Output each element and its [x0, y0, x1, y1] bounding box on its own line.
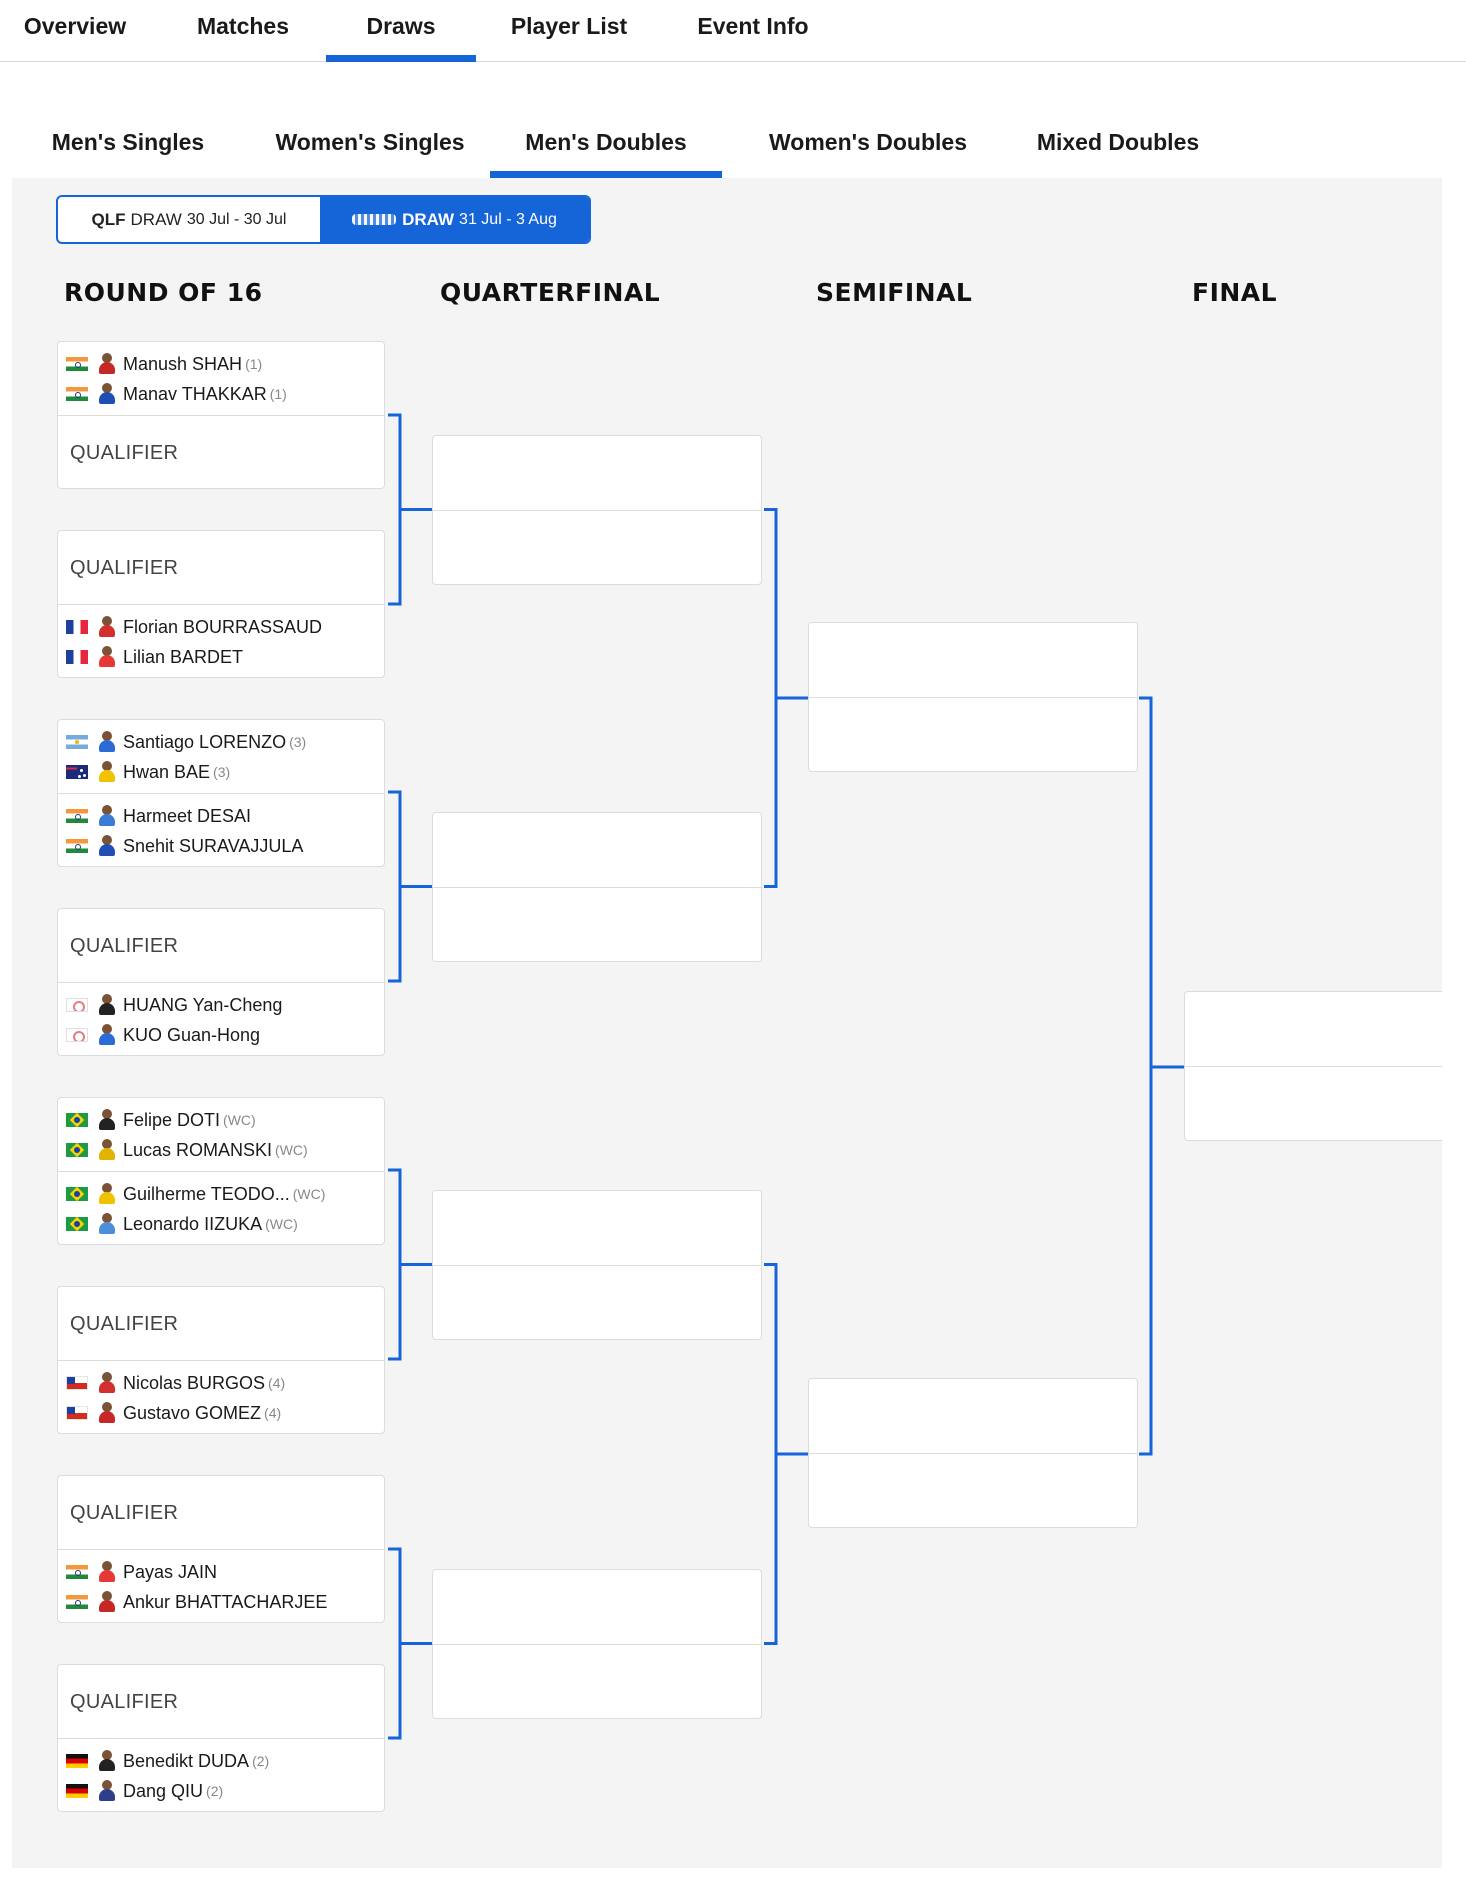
round-of-16-match[interactable]: [57, 530, 385, 678]
flag-ger-icon: [66, 1784, 88, 1798]
match-slot-bottom: [58, 1172, 384, 1246]
connector-r16-3-4: [388, 792, 434, 981]
tab-event-info[interactable]: Event Info: [697, 13, 809, 39]
player-avatar-icon: [97, 805, 117, 827]
flag-ind-icon: [66, 387, 88, 401]
flag-tpe-icon: [66, 998, 88, 1012]
round-of-16-match[interactable]: [57, 1475, 385, 1623]
flag-ind-icon: [66, 809, 88, 823]
round-of-16-match[interactable]: [57, 1097, 385, 1245]
tab-draws[interactable]: Draws: [326, 0, 476, 62]
qualifier-placeholder: QUALIFIER: [70, 935, 179, 957]
qlf-draw-label: DRAW: [130, 209, 182, 229]
player-seed: (WC): [292, 1186, 326, 1202]
player-name[interactable]: Gustavo GOMEZ: [123, 1402, 262, 1423]
player-avatar-icon: [97, 383, 117, 405]
player-avatar-icon: [97, 1750, 117, 1772]
flag-chi-icon: [66, 1406, 88, 1420]
flag-ind-icon: [66, 1565, 88, 1579]
match-slot-top: [58, 1287, 384, 1361]
player-name[interactable]: HUANG Yan-Cheng: [123, 994, 283, 1015]
player-row[interactable]: [66, 1135, 308, 1165]
round-of-16-match[interactable]: [57, 1286, 385, 1434]
event-tabs: [12, 112, 1442, 178]
player-name[interactable]: Manav THAKKAR: [123, 383, 267, 404]
tab-overview[interactable]: Overview: [23, 13, 127, 39]
final-match: [1184, 991, 1442, 1141]
match-slot-bottom: [58, 1739, 384, 1813]
main-draw-dates: 31 Jul - 3 Aug: [459, 210, 557, 228]
qlf-dates: 30 Jul - 30 Jul: [186, 210, 287, 228]
round-of-16-match[interactable]: [57, 341, 385, 489]
main-draw-label: DRAW: [402, 209, 455, 229]
tab-mixed-doubles[interactable]: Mixed Doubles: [1036, 129, 1200, 155]
qualifier-placeholder: QUALIFIER: [70, 442, 179, 464]
flag-bra-icon: [66, 1113, 88, 1127]
player-row[interactable]: [66, 1179, 325, 1209]
player-avatar-icon: [97, 731, 117, 753]
player-seed: (4): [264, 1405, 282, 1421]
player-seed: (1): [245, 356, 263, 372]
player-avatar-icon: [97, 761, 117, 783]
player-seed: (2): [206, 1783, 224, 1799]
quarterfinal-match: [432, 435, 762, 585]
player-name[interactable]: Hwan BAE: [123, 761, 211, 782]
player-avatar-icon: [97, 1402, 117, 1424]
player-name[interactable]: Nicolas BURGOS: [123, 1372, 266, 1393]
flag-bra-icon: [66, 1217, 88, 1231]
player-avatar-icon: [97, 1780, 117, 1802]
quarterfinal-match: [432, 812, 762, 962]
match-slot-top: [58, 909, 384, 983]
player-avatar-icon: [97, 1213, 117, 1235]
flag-ind-icon: [66, 1595, 88, 1609]
player-row[interactable]: [66, 1105, 256, 1135]
player-row[interactable]: [66, 1557, 217, 1587]
player-row[interactable]: [66, 379, 287, 409]
qualifier-placeholder: QUALIFIER: [70, 1502, 179, 1524]
player-name[interactable]: Harmeet DESAI: [123, 805, 252, 826]
player-avatar-icon: [97, 353, 117, 375]
player-row[interactable]: [66, 727, 306, 757]
tab-mens-singles[interactable]: Men's Singles: [51, 129, 205, 155]
player-avatar-icon: [97, 994, 117, 1016]
round-of-16-match[interactable]: [57, 908, 385, 1056]
player-row[interactable]: [66, 642, 243, 672]
match-slot-top: [58, 1098, 384, 1172]
tab-womens-singles[interactable]: Women's Singles: [275, 129, 465, 155]
flag-fra-icon: [66, 620, 88, 634]
match-slot-bottom: [58, 605, 384, 679]
flag-ind-icon: [66, 357, 88, 371]
player-name[interactable]: Dang QIU: [123, 1780, 204, 1801]
match-slot-bottom: [58, 983, 384, 1057]
player-seed: (WC): [265, 1216, 298, 1232]
flag-ger-icon: [66, 1754, 88, 1768]
draw-bracket-area: [12, 178, 1442, 1868]
round-title-quarterfinal: QUARTERFINAL: [440, 278, 661, 307]
tab-womens-doubles[interactable]: Women's Doubles: [768, 129, 967, 155]
player-row[interactable]: [66, 1209, 298, 1239]
player-seed: (3): [213, 764, 231, 780]
player-avatar-icon: [97, 1183, 117, 1205]
flag-fra-icon: [66, 650, 88, 664]
match-slot-bottom: [58, 1550, 384, 1624]
player-name[interactable]: Manush SHAH: [123, 353, 243, 374]
top-navigation: [0, 0, 1466, 62]
player-seed: (WC): [275, 1142, 308, 1158]
player-name[interactable]: Ankur BHATTACHARJEE: [123, 1591, 328, 1612]
player-seed: (1): [269, 386, 287, 402]
player-avatar-icon: [97, 1024, 117, 1046]
player-row[interactable]: [66, 1398, 281, 1428]
player-row[interactable]: [66, 990, 282, 1020]
player-name[interactable]: Felipe DOTI: [123, 1109, 221, 1130]
quarterfinal-match: [432, 1190, 762, 1340]
quarterfinal-match: [432, 1569, 762, 1719]
redacted-label: [352, 214, 396, 225]
connector-qf-3-4: [764, 1265, 809, 1644]
match-slot-bottom: [58, 416, 384, 490]
player-name[interactable]: Guilherme TEODO...: [123, 1183, 290, 1204]
round-title-r16: ROUND OF 16: [64, 278, 263, 307]
player-name[interactable]: Snehit SURAVAJJULA: [123, 835, 304, 856]
player-name[interactable]: Payas JAIN: [123, 1561, 218, 1582]
draw-type-toggle: [56, 195, 591, 244]
flag-aus-icon: [66, 765, 88, 779]
player-seed: (WC): [223, 1112, 256, 1128]
player-row[interactable]: [66, 1776, 223, 1806]
player-name[interactable]: Lilian BARDET: [123, 646, 244, 667]
player-avatar-icon: [97, 616, 117, 638]
player-row[interactable]: [66, 757, 230, 787]
player-avatar-icon: [97, 1109, 117, 1131]
tab-player-list[interactable]: Player List: [510, 13, 628, 39]
player-row[interactable]: [66, 1368, 285, 1398]
flag-bra-icon: [66, 1187, 88, 1201]
match-slot-top: [58, 720, 384, 794]
match-slot-top: [58, 1476, 384, 1550]
player-avatar-icon: [97, 1591, 117, 1613]
round-title-semifinal: SEMIFINAL: [816, 278, 973, 307]
player-row[interactable]: [66, 831, 303, 861]
semifinal-match: [808, 1378, 1138, 1528]
player-avatar-icon: [97, 1139, 117, 1161]
flag-tpe-icon: [66, 1028, 88, 1042]
player-seed: (2): [252, 1753, 270, 1769]
player-seed: (4): [268, 1375, 286, 1391]
player-name[interactable]: Santiago LORENZO: [123, 731, 287, 752]
player-row[interactable]: [66, 1020, 260, 1050]
match-slot-top: [58, 531, 384, 605]
match-slot-bottom: [58, 794, 384, 868]
player-avatar-icon: [97, 835, 117, 857]
player-row[interactable]: [66, 612, 322, 642]
player-name[interactable]: Florian BOURRASSAUD: [123, 616, 323, 637]
match-slot-top: [58, 1665, 384, 1739]
player-seed: (3): [289, 734, 307, 750]
player-name[interactable]: Leonardo IIZUKA: [123, 1213, 263, 1234]
qlf-code: QLF: [91, 209, 126, 229]
qualifier-placeholder: QUALIFIER: [70, 1691, 179, 1713]
player-name[interactable]: KUO Guan-Hong: [123, 1024, 261, 1045]
player-name[interactable]: Lucas ROMANSKI: [123, 1139, 273, 1160]
player-row[interactable]: [66, 1587, 327, 1617]
flag-bra-icon: [66, 1143, 88, 1157]
flag-chi-icon: [66, 1376, 88, 1390]
connector-r16-5-6: [388, 1170, 434, 1359]
qualifier-placeholder: QUALIFIER: [70, 1313, 179, 1335]
round-title-final: FINAL: [1192, 278, 1278, 307]
flag-ind-icon: [66, 839, 88, 853]
player-name[interactable]: Benedikt DUDA: [123, 1750, 250, 1771]
connector-qf-1-2: [764, 510, 809, 887]
player-row[interactable]: [66, 349, 262, 379]
semifinal-match: [808, 622, 1138, 772]
tab-mens-doubles[interactable]: Men's Doubles: [490, 112, 722, 178]
round-of-16-match[interactable]: [57, 1664, 385, 1812]
match-slot-bottom: [58, 1361, 384, 1435]
connector-r16-1-2: [388, 415, 434, 604]
player-avatar-icon: [97, 646, 117, 668]
qualifier-placeholder: QUALIFIER: [70, 557, 179, 579]
main-draw-option[interactable]: [320, 197, 589, 242]
connector-sf: [1139, 698, 1184, 1454]
connector-r16-7-8: [388, 1549, 434, 1738]
tab-matches[interactable]: Matches: [196, 13, 290, 39]
qualification-draw-option[interactable]: [58, 197, 320, 242]
player-row[interactable]: [66, 1746, 269, 1776]
player-row[interactable]: [66, 801, 251, 831]
player-avatar-icon: [97, 1561, 117, 1583]
round-of-16-match[interactable]: [57, 719, 385, 867]
flag-arg-icon: [66, 735, 88, 749]
match-slot-top: [58, 342, 384, 416]
player-avatar-icon: [97, 1372, 117, 1394]
